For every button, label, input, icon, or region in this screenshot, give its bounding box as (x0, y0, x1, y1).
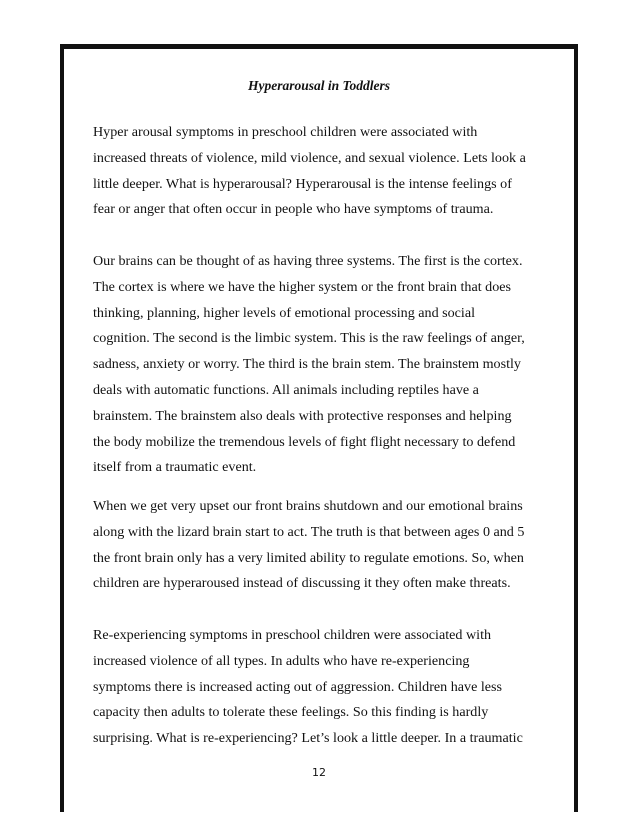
text-line: Hyper arousal symptoms in preschool children were associated with (93, 124, 478, 140)
text-line: Our brains can be thought of as having three systems. The first is the cortex. (93, 253, 523, 269)
text-line: The cortex is where we have the higher system or the front brain that does (93, 278, 511, 295)
text-line: surprising. What is re-experiencing? Let’s look a little deeper. In a traumatic (93, 730, 523, 747)
text-line: thinking, planning, higher levels of emotional processing and social (93, 304, 476, 321)
text-line: the front brain only has a very limited ability to regulate emotions. So, when (93, 549, 524, 566)
paragraph-front-brain (93, 494, 553, 597)
text-line: itself from a traumatic event. (93, 459, 257, 476)
text-line: brainstem. The brainstem also deals with protective responses and helping (93, 407, 512, 424)
text-line: When we get very upset our front brains shutdown and our emotional brains (93, 498, 523, 514)
text-line: the body mobilize the tremendous levels of fight flight necessary to defend (93, 433, 516, 450)
document-title: Hyperarousal in Toddlers (247, 78, 391, 93)
text-line: deals with automatic functions. All animals including reptiles have a (93, 381, 479, 398)
paragraph-re-experiencing (93, 623, 553, 752)
text-line: Re-experiencing symptoms in preschool children were associated with (93, 627, 492, 643)
text-line: capacity then adults to tolerate these feelings. So this finding is hardly (93, 704, 489, 721)
text-line: symptoms there is increased acting out of aggression. Children have less (93, 678, 503, 695)
text-line: cognition. The second is the limbic system. This is the raw feelings of anger, (93, 330, 525, 347)
text-line: along with the lizard brain start to act. The truth is that between ages 0 and 5 (93, 523, 525, 540)
text-line: fear or anger that often occur in people who have symptoms of trauma. (93, 201, 494, 218)
text-line: increased threats of violence, mild violence, and sexual violence. Lets look a (93, 149, 526, 166)
page-number: 12 (312, 766, 326, 779)
paragraph-hyperarousal-intro (93, 120, 553, 223)
paragraph-brain-systems (93, 249, 553, 481)
text-line: increased violence of all types. In adults who have re-experiencing (93, 652, 470, 669)
text-line: sadness, anxiety or worry. The third is the brain stem. The brainstem mostly (93, 356, 521, 373)
text-line: little deeper. What is hyperarousal? Hyperarousal is the intense feelings of (93, 175, 512, 192)
text-line: children are hyperaroused instead of discussing it they often make threats. (93, 575, 511, 592)
